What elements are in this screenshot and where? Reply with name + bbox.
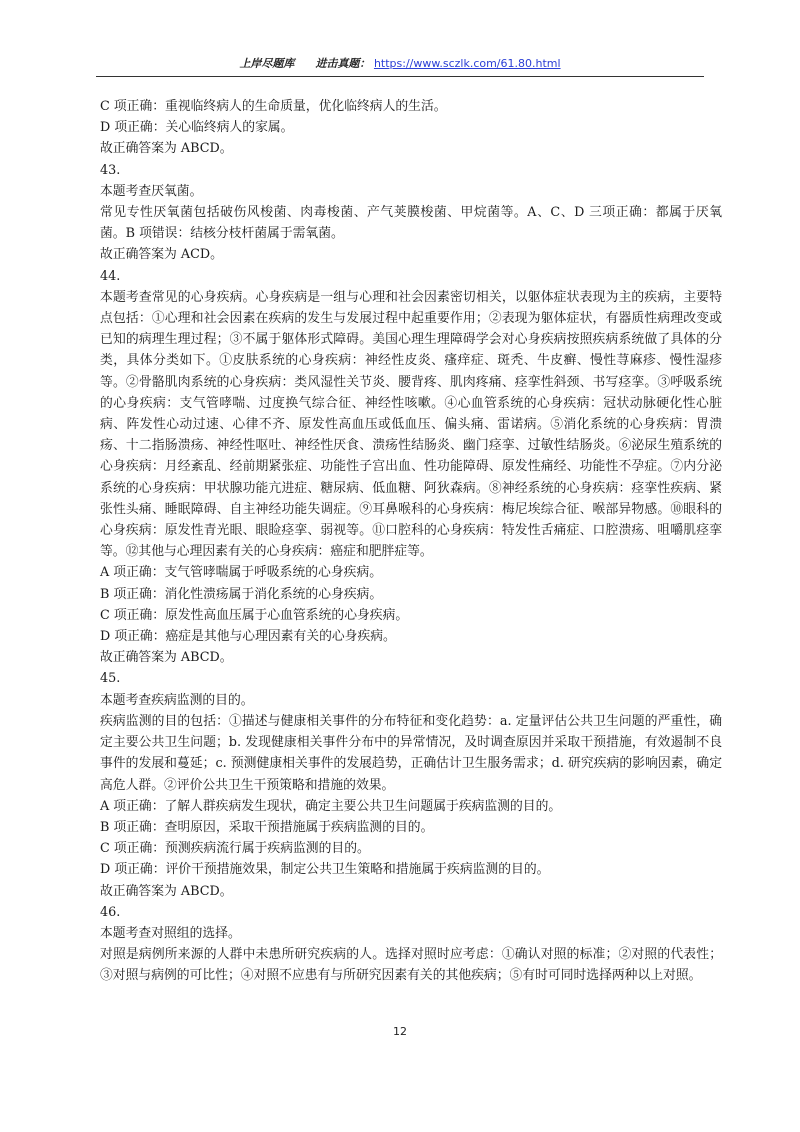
text-line: A 项正确：支气管哮喘属于呼吸系统的心身疾病。: [100, 565, 383, 581]
text-line: D 项正确：关心临终病人的家属。: [100, 120, 294, 136]
text-line: 本题考查对照组的选择。: [100, 925, 241, 941]
text-line: 故正确答案为 ABCD。: [100, 141, 233, 157]
page-number: 12: [393, 1025, 407, 1038]
text-line: B 项正确：消化性溃疡属于消化系统的心身疾病。: [100, 586, 383, 602]
text-line: D 项正确：癌症是其他与心理因素有关的心身疾病。: [100, 629, 396, 645]
paragraph: 本题考查常见的心身疾病。心身疾病是一组与心理和社会因素密切相关，以躯体症状表现为主的疾病，主要特点包括：①心理和社会因素在疾病的发生与发展过程中起重要作用；②表现为躯体症状，有器质性病理改变或已知的病理生理过程；③不属于躯体形式障碍。美国心理生理障碍学会对心身疾病按照疾病系统做了具体的分类，具体分类如下。①皮肤系统的心身疾病：神经性皮炎、瘙痒症、斑秃、牛皮癣、慢性荨麻疹、慢性湿疹等。②骨骼肌肉系统的心身疾病：类风湿性关节炎、腰背疼、肌肉疼痛、痉挛性斜颈、书写痉挛。③呼吸系统的心身疾病：支气管哮喘、过度换气综合征、神经性咳嗽。④心血管系统的心身疾病：冠状动脉硬化性心脏病、阵发性心动过速、心律不齐、原发性高血压或低血压、偏头痛、雷诺病。⑤消化系统的心身疾病：胃溃疡、十二指肠溃疡、神经性呕吐、神经性厌食、溃疡性结肠炎、幽门痉挛、过敏性结肠炎。⑥泌尿生殖系统的心身疾病：月经紊乱、经前期紧张症、功能性子宫出血、性功能障碍、原发性痛经、功能性不孕症。⑦内分泌系统的心身疾病：甲状腺功能亢进症、糖尿病、低血糖、阿狄森病。⑧神经系统的心身疾病：痉挛性疾病、紧张性头痛、睡眠障碍、自主神经功能失调症。⑨耳鼻喉科的心身疾病：梅尼埃综合征、喉部异物感。⑩眼科的心身疾病：原发性青光眼、眼睑痉挛、弱视等。⑪口腔科的心身疾病：特发性舌痛症、口腔溃疡、咀嚼肌痉挛等。⑫其他与心理因素有关的心身疾病：癌症和肥胖症等。: [100, 289, 722, 560]
header-link[interactable]: https://www.sczlk.com/61.80.html: [373, 57, 561, 70]
text-line: 故正确答案为 ABCD。: [100, 883, 233, 899]
question-number: 46.: [100, 904, 121, 920]
page-header: [100, 55, 700, 71]
text-line: C 项正确：原发性高血压属于心血管系统的心身疾病。: [100, 607, 409, 623]
header-divider: [96, 76, 704, 77]
question-number: 43.: [100, 162, 121, 178]
text-line: 故正确答案为 ACD。: [100, 247, 223, 263]
header-brand: 上岸尽题库: [239, 57, 295, 70]
header-label: 进击真题：: [315, 57, 371, 70]
text-line: 本题考查厌氧菌。: [100, 183, 203, 199]
text-line: 故正确答案为 ABCD。: [100, 650, 233, 666]
text-line: C 项正确：重视临终病人的生命质量，优化临终病人的生活。: [100, 99, 447, 114]
paragraph: 对照是病例所来源的人群中未患所研究疾病的人。选择对照时应考虑：①确认对照的标准；②对照的代表性；③对照与病例的可比性；④对照不应患有与所研究因素有关的其他疾病；⑤有时可同时选择两种以上对照。: [100, 947, 722, 984]
text-line: D 项正确：评价干预措施效果，制定公共卫生策略和措施属于疾病监测的目的。: [100, 862, 550, 878]
document-body: [100, 96, 722, 987]
text-line: B 项正确：查明原因，采取干预措施属于疾病监测的目的。: [100, 819, 434, 835]
question-number: 44.: [100, 268, 121, 284]
paragraph: 常见专性厌氧菌包括破伤风梭菌、肉毒梭菌、产气荚膜梭菌、甲烷菌等。A、C、D 三项正确：都属于厌氧菌。B 项错误：结核分枝杆菌属于需氧菌。: [100, 205, 722, 242]
text-line: C 项正确：预测疾病流行属于疾病监测的目的。: [100, 841, 370, 857]
text-line: 本题考查疾病监测的目的。: [100, 692, 254, 708]
paragraph: 疾病监测的目的包括：①描述与健康相关事件的分布特征和变化趋势：a. 定量评估公共卫生问题的严重性，确定主要公共卫生问题；b. 发现健康相关事件分布中的异常情况，及时调查原因并采取干预措施，有效遏制不良事件的发展和蔓延；c. 预测健康相关事件的发展趋势，正确估计卫生服务需求；d. 研究疾病的影响因素，确定高危人群。②评价公共卫生干预策略和措施的效果。: [100, 713, 722, 793]
question-number: 45.: [100, 671, 121, 687]
text-line: A 项正确：了解人群疾病发生现状，确定主要公共卫生问题属于疾病监测的目的。: [100, 798, 562, 814]
